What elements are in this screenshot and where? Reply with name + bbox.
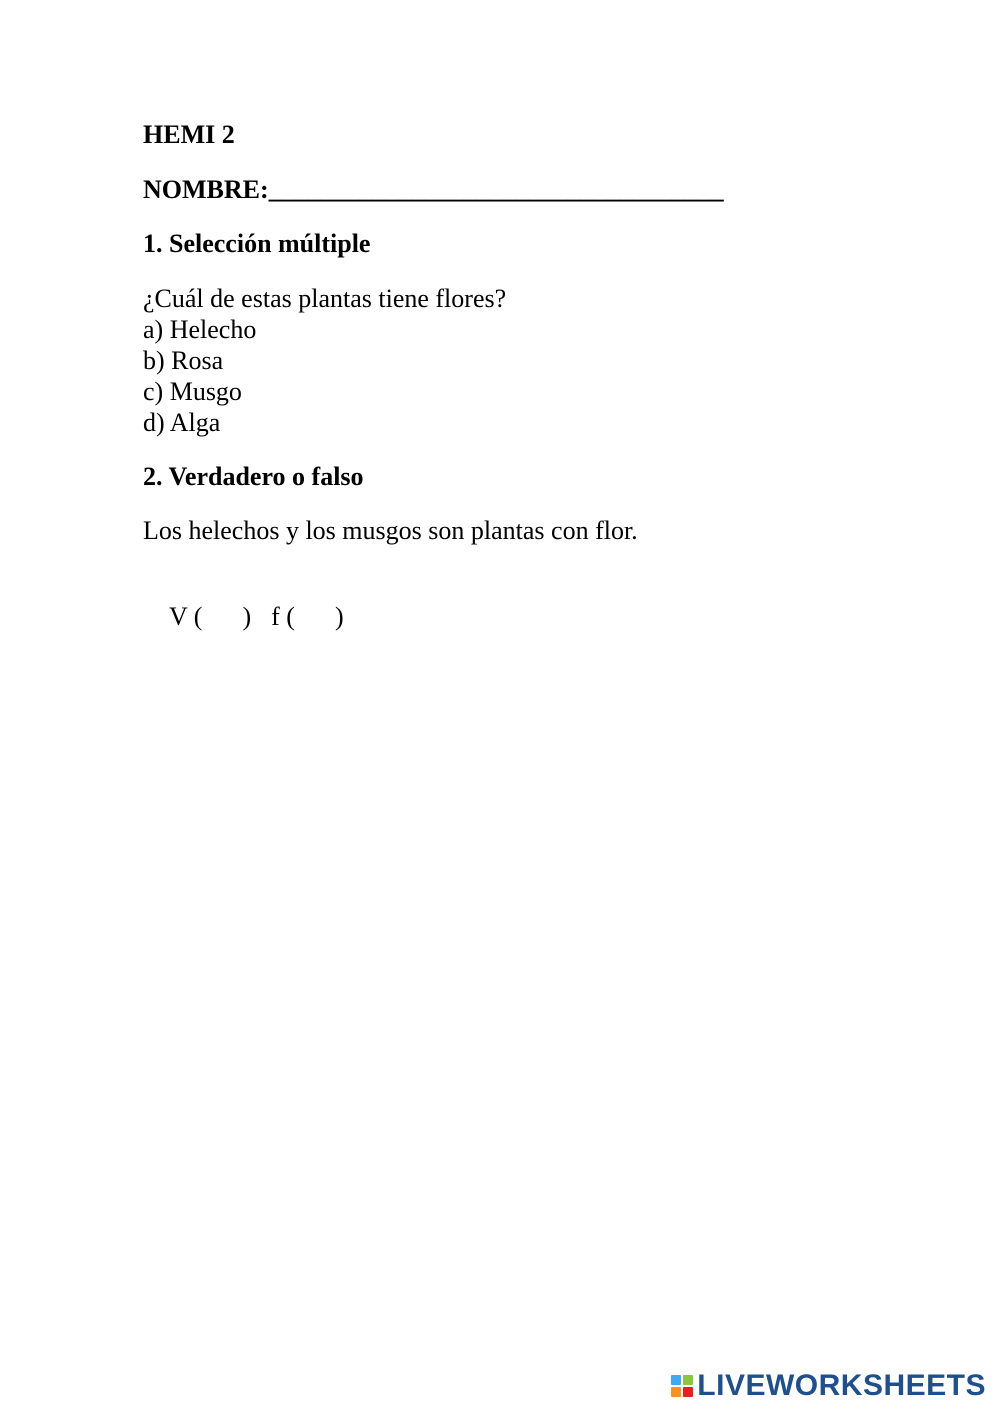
question-2-statement: Los helechos y los musgos son plantas con flor.	[143, 516, 638, 545]
false-option[interactable]	[271, 601, 344, 632]
true-label: V (	[169, 602, 203, 631]
worksheet-title: HEMI 2	[143, 120, 235, 149]
liveworksheets-logo-icon	[671, 1375, 693, 1397]
true-close-paren: )	[242, 602, 252, 631]
liveworksheets-logo	[671, 1368, 986, 1404]
false-close-paren: )	[334, 602, 344, 631]
option-a[interactable]: a) Helecho	[143, 315, 257, 344]
logo-square-2	[683, 1375, 693, 1385]
true-option[interactable]	[169, 601, 251, 632]
logo-text: LIVEWORKSHEETS	[697, 1369, 986, 1402]
logo-square-4	[683, 1387, 693, 1397]
question-1-text: ¿Cuál de estas plantas tiene flores?	[143, 284, 507, 313]
option-b[interactable]: b) Rosa	[143, 346, 224, 375]
logo-square-1	[671, 1375, 681, 1385]
question-2-heading: 2. Verdadero o falso	[143, 462, 364, 491]
name-field-line[interactable]: NOMBRE:___________________________________	[143, 175, 724, 204]
logo-square-3	[671, 1387, 681, 1397]
option-c[interactable]: c) Musgo	[143, 377, 242, 406]
question-1-heading: 1. Selección múltiple	[143, 229, 371, 258]
true-false-row	[143, 570, 344, 663]
false-label: f (	[271, 602, 295, 631]
option-d[interactable]: d) Alga	[143, 408, 221, 437]
